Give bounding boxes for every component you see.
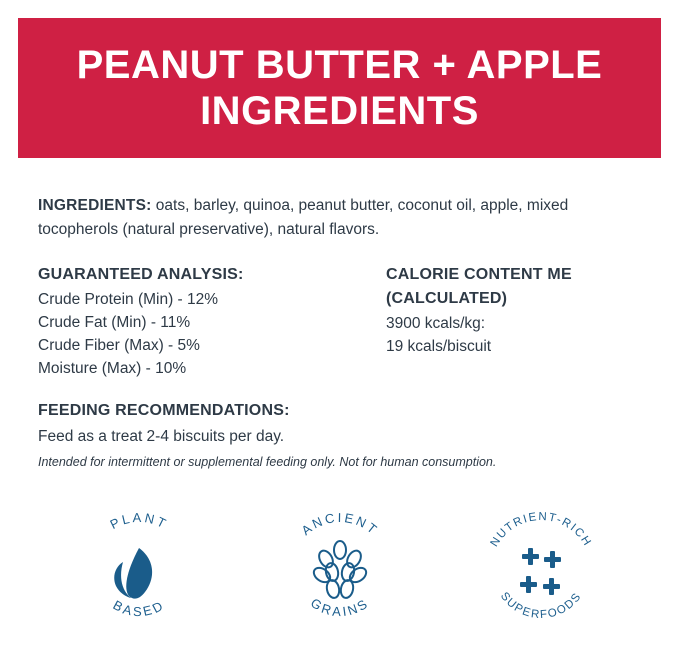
feeding-recommendations-block <box>38 400 642 472</box>
analysis-columns <box>38 264 642 380</box>
header-banner <box>18 18 661 158</box>
badge-bottom-label: SUPERFOODS <box>498 590 585 622</box>
badge-bottom-label: GRAINS <box>308 595 372 620</box>
guaranteed-analysis-line: Crude Fat (Min) - 11% <box>38 313 191 331</box>
calorie-content-line: 3900 kcals/kg: <box>386 314 486 332</box>
guaranteed-analysis-line: Moisture (Max) - 10% <box>38 359 187 377</box>
page-title: PEANUT BUTTER + APPLE INGREDIENTS <box>76 43 603 133</box>
calorie-content-heading-line1: CALORIE CONTENT ME <box>386 265 572 283</box>
guaranteed-analysis-line: Crude Fiber (Max) - 5% <box>38 336 200 354</box>
badge-top-label: NUTRIENT-RICH <box>488 510 594 550</box>
calorie-content-line: 19 kcals/biscuit <box>386 337 492 355</box>
badge-nutrient-rich-superfoods <box>471 500 611 640</box>
feeding-disclaimer: Intended for intermittent or supplemental feeding only. Not for human consumption. <box>38 454 497 469</box>
ingredients-label: INGREDIENTS: <box>38 196 152 214</box>
calorie-content-block <box>386 264 642 380</box>
grains-icon <box>270 500 410 640</box>
badge-plant-based <box>69 500 209 640</box>
badge-top-label: PLANT <box>107 509 171 533</box>
plus-cluster-icon <box>471 500 611 640</box>
badge-bottom-label: BASED <box>110 597 168 620</box>
feeding-heading: FEEDING RECOMMENDATIONS: <box>38 401 290 419</box>
guaranteed-analysis-line: Crude Protein (Min) - 12% <box>38 290 219 308</box>
ingredients-text: oats, barley, quinoa, peanut butter, coconut oil, apple, mixed tocopherols (natural preservative), natural flavors. <box>38 196 569 238</box>
feeding-line: Feed as a treat 2-4 biscuits per day. <box>38 427 285 445</box>
calorie-content-heading-line2: (CALCULATED) <box>386 289 508 307</box>
ingredients-paragraph <box>38 194 642 242</box>
guaranteed-analysis-block <box>38 264 348 380</box>
badge-top-label: ANCIENT <box>298 509 382 539</box>
leaf-icon <box>69 500 209 640</box>
guaranteed-analysis-heading: GUARANTEED ANALYSIS: <box>38 265 244 283</box>
badge-ancient-grains <box>270 500 410 640</box>
content-area <box>38 178 642 472</box>
badge-row <box>38 500 642 640</box>
